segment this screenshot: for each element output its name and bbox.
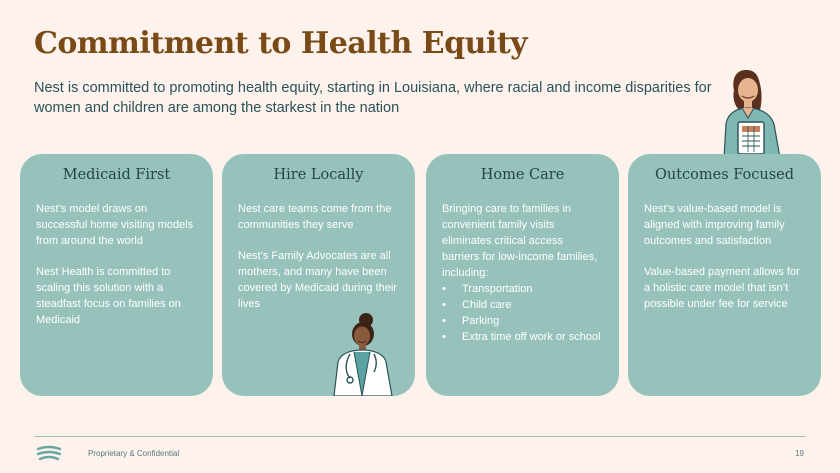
nurse-with-clipboard-illustration [712, 66, 794, 158]
card-heading: Outcomes Focused [654, 167, 795, 183]
card-paragraph: Nest care teams come from the communities they serve [238, 203, 392, 231]
card-heading: Medicaid First [62, 167, 171, 183]
card-paragraph: Value-based payment allows for a holistic care model that isn’t possible under fee for service [644, 266, 800, 310]
card-medicaid-first [20, 154, 213, 396]
card-paragraph: Nest’s model draws on successful home visiting models from around the world [36, 203, 194, 247]
doctor-with-stethoscope-illustration [330, 312, 396, 396]
footer-divider [34, 436, 806, 437]
card-heading: Home Care [480, 167, 565, 183]
page-subtitle: Nest is committed to promoting health equity, starting in Louisiana, where racial and income disparities for women and children are among the starkest in the nation [34, 80, 712, 116]
list-item: • Extra time off work or school [462, 329, 603, 345]
nest-logo-icon [36, 444, 62, 464]
list-item: • Child care [462, 297, 603, 313]
card-hire-locally [222, 154, 415, 396]
card-outcomes-focused [628, 154, 821, 396]
card-paragraph: Bringing care to families in convenient family visits eliminates critical access barriers for low-income families, including: [442, 203, 598, 279]
page-title: Commitment to Health Equity [34, 26, 528, 61]
list-item: • Parking [462, 313, 603, 329]
card-paragraph: Nest’s value-based model is aligned with improving family outcomes and satisfaction [644, 203, 785, 247]
footer-confidential-label: Proprietary & Confidential [88, 449, 180, 458]
card-paragraph: Nest Health is committed to scaling this solution with a steadfast focus on families on Medicaid [36, 266, 181, 326]
card-bullet-list [442, 281, 603, 345]
page-number: 19 [795, 449, 804, 458]
card-paragraph: Nest’s Family Advocates are all mothers, and many have been covered by Medicaid during their lives [238, 250, 397, 310]
card-heading: Hire Locally [273, 167, 364, 183]
list-item: • Transportation [462, 281, 603, 297]
card-home-care [426, 154, 619, 396]
